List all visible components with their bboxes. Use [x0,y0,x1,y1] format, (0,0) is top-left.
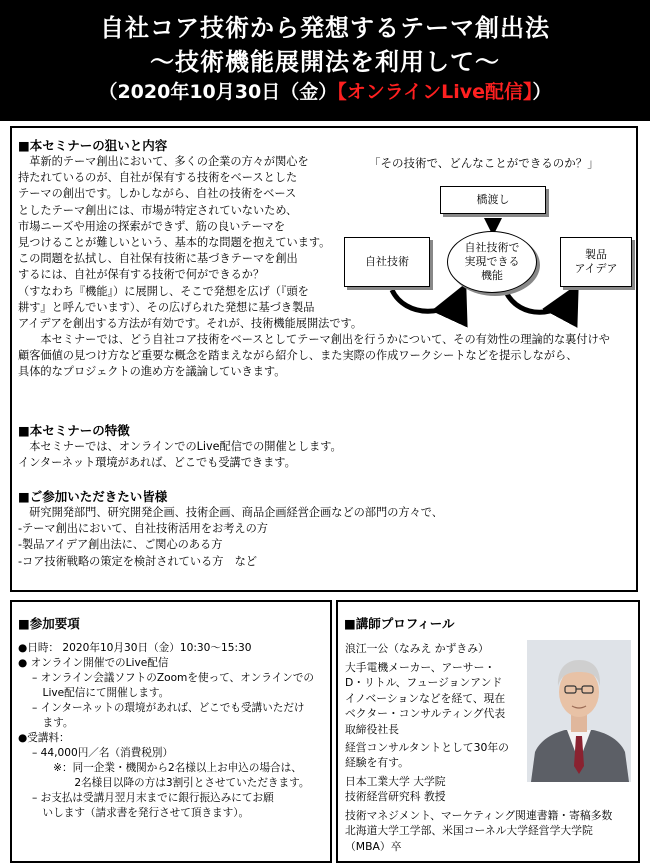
purpose-line: 本セミナーでは、どう自社コア技術をベースとしてテーマ創出を行うかについて、その有効性の理論的な裏付けや [18,333,610,347]
audience-line: 研究開発部門、研究開発企画、技術企画、商品企画経営企画などの部門の方々で、 [18,506,443,519]
speaker-career [345,660,505,737]
features-heading: ■本セミナーの特徴 [18,423,130,438]
requirements-line: ます。 [18,717,74,729]
career-line: 大手電機メーカー、アーサー・ [345,661,496,674]
speaker-university [345,774,446,805]
requirements-line: – インターネットの環境があれば、どこでも受講いただけ [18,702,305,714]
speaker-portrait [527,640,631,782]
requirements-line: – お支払は受講月翌月末までに銀行振込みにてお願 [18,792,274,804]
requirements-line: いします（請求書を発行させて頂きます）。 [18,807,250,819]
purpose-line: 具体的なプロジェクトの進め方を議論していきます。 [18,365,286,379]
requirements-heading: ■参加要項 [18,616,80,631]
purpose-line: この問題を払拭し、自社保有技術に基づきテーマを創出 [18,252,298,266]
career-line: ベクター・コンサルティング代表 [345,707,506,721]
features-body [18,439,342,471]
purpose-line: 顧客価値の見つけ方など重要な概念を踏まえながら紹介し、また実際の作成ワークシートなどを提示しながら、 [18,349,578,363]
purpose-line: （すなわち『機能』）に展開し、そこで発想を広げ（『頭を [18,284,309,298]
books-line: 北海道大学工学部、米国コーネル大学経営学大学院 [345,824,593,838]
profile-heading: ■講師プロフィール [344,616,455,631]
function-line: 自社技術で [464,241,520,254]
university-line: 技術経営研究科 教授 [345,790,446,804]
arrow-to-product [506,292,574,312]
own-technology-box [344,237,430,287]
purpose-line: するには、自社が保有する技術で何ができるか？ [18,268,265,282]
audience-line: -コア技術戦略の策定を検討されている方 など [18,554,257,568]
career-line: イノベーションなどを経て、現在 [345,691,506,705]
purpose-line: テーマの創出です。しかしながら、自社の技術をベース [18,187,297,201]
career-line: 取締役社長 [345,722,399,736]
requirements-line: 2名様目以降の方は3割引とさせていただきます。 [18,777,310,789]
diagram-caption: 「その技術で、どんなことができるのか？」 [369,156,599,170]
books-line: （MBA）卒 [345,839,402,853]
experience-line: 経験を有す。 [345,756,409,770]
product-line: 製品 [584,248,607,261]
own-technology-label: 自社技術 [365,255,409,268]
purpose-line: 持たれているのが、自社が保有する技術をベースとした [18,171,298,185]
requirements-line: Live配信にて開催します。 [18,687,170,699]
requirements-line: – オンライン会議ソフトのZoomを使って、オンラインでの [18,672,314,684]
audience-heading: ■ご参加いただきたい皆様 [18,489,168,504]
purpose-line: 革新的テーマ創出において、多くの企業の方々が関心を [18,155,309,168]
product-line: アイデア [574,262,618,275]
page-subtitle: ～技術機能展開法を利用して～ [150,48,500,76]
event-date-close: ） [532,81,552,103]
function-label [465,241,520,283]
requirements-line: – 44,000円／名（消費税別） [18,747,174,759]
university-line: 日本工業大学 大学院 [345,775,446,788]
audience-body [18,505,443,570]
speaker-photo [527,640,631,782]
speaker-books-education [345,808,612,854]
purpose-line: 市場ニーズや用途の探索ができず、筋の良いテーマを [18,219,286,233]
audience-line: -製品アイデア創出法に、ご関心のある方 [18,538,223,552]
event-date-text: （2020年10月30日（金） [98,81,338,103]
books-line: 技術マネジメント、マーケティング関連書籍・寄稿多数 [345,809,613,822]
speaker-name: 浪江一公（なみえ かずきみ） [345,642,489,655]
requirements-line: ●受講料： [18,732,70,744]
arrow-to-function [392,290,462,311]
page-title: 自社コア技術から発想するテーマ創出法 [100,14,550,42]
function-line: 機能 [481,269,503,282]
online-live-badge: 【オンラインLive配信】 [337,81,533,103]
purpose-line: アイデアを創出する方法が有効です。それが、技術機能展開法です。 [18,316,363,330]
features-line: 本セミナーでは、オンラインでのLive配信での開催とします。 [18,440,342,453]
purpose-line: としたテーマ創出には、市場が特定されていないため、 [18,203,298,217]
bridge-label: 橋渡し [476,193,510,206]
requirements-body [18,641,314,821]
purpose-heading: ■本セミナーの狙いと内容 [18,138,168,153]
features-line: インターネット環境があれば、どこでも受講できます。 [18,456,296,470]
bridge-label-box [440,186,546,214]
requirements-line: ● オンライン開催でのLive配信 [18,657,169,669]
function-oval [447,231,537,293]
experience-line: 経営コンサルタントとして30年の [345,741,509,754]
function-line: 実現できる [464,255,520,268]
product-idea-box [560,237,632,287]
product-idea-label [574,248,617,276]
purpose-line: 耕す』と呼んでいます）、その広げられた発想に基づき製品 [18,300,315,314]
career-line: D・リトル、フュージョンアンド [345,676,503,690]
purpose-line: 見つけることが難しいという、基本的な問題を抱えています。 [18,235,331,249]
requirements-line: ※：同一企業・機関から2名様以上お申込の場合は、 [18,762,302,774]
audience-line: -テーマ創出において、自社技術活用をお考えの方 [18,522,268,536]
requirements-line: ●日時： 2020年10月30日（金）10:30～15:30 [18,642,252,654]
speaker-experience [345,740,509,771]
